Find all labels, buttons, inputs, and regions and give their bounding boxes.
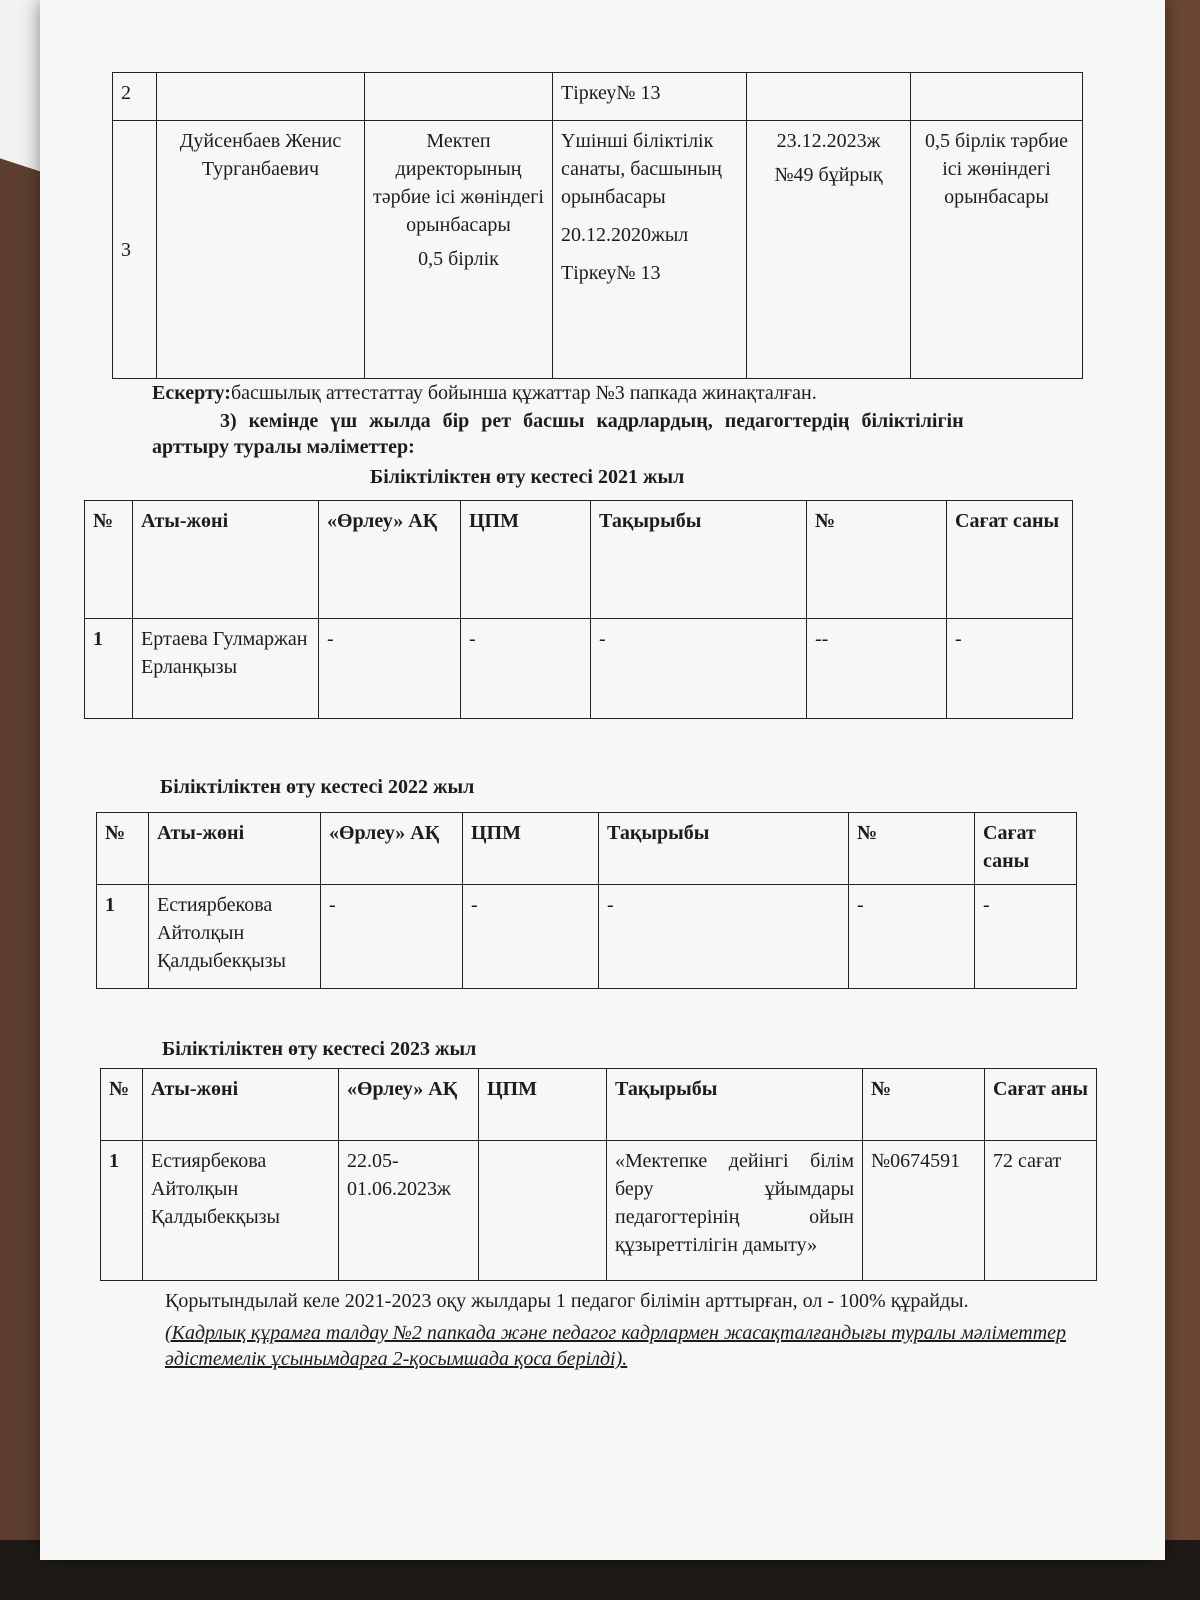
training-table-2022 — [96, 812, 1077, 989]
header-hours: Сағат аны — [985, 1069, 1097, 1141]
header-num: № — [97, 813, 149, 885]
header-orleu: «Өрлеу» АҚ — [321, 813, 463, 885]
orleu-cell: - — [321, 885, 463, 989]
row-number: 2 — [113, 73, 157, 121]
header-row — [101, 1069, 1097, 1141]
document-page — [40, 0, 1165, 1560]
order-number: №49 бұйрық — [774, 164, 883, 186]
footnote: (Кадрлық құрамға талдау №2 папкада және педагог кадрлармен жасақталғандығы туралы мәліметтер әдістемелік ұсынымдарға 2-қосымшада қоса берілді). — [165, 1322, 1067, 1370]
header-row — [97, 813, 1077, 885]
cpm-cell: - — [461, 619, 591, 719]
header-orleu: «Өрлеу» АҚ — [339, 1069, 479, 1141]
order-cell — [747, 121, 911, 379]
cert-cell: №0674591 — [863, 1141, 985, 1281]
header-cpm: ЦПМ — [463, 813, 599, 885]
header-topic: Тақырыбы — [599, 813, 849, 885]
header-topic: Тақырыбы — [607, 1069, 863, 1141]
topic-cell: «Мектепке дейінгі білім беру ұйымдары педагогтерінің ойын құзыреттілігін дамыту» — [607, 1141, 863, 1281]
section-heading-line1: 3) кемінде үш жылда бір рет басшы кадрлардың, педагогтердің біліктілігін — [220, 410, 964, 432]
table-row — [97, 885, 1077, 989]
table-row — [85, 619, 1073, 719]
table-title-2023: Біліктіліктен өту кестесі 2023 жыл — [162, 1038, 477, 1060]
row-number: 1 — [97, 885, 149, 989]
header-name: Аты-жөні — [149, 813, 321, 885]
header-num: № — [85, 501, 133, 619]
registration-cell: Тіркеу№ 13 — [553, 73, 747, 121]
row-number: 1 — [101, 1141, 143, 1281]
header-row — [85, 501, 1073, 619]
position-text: Мектеп директорының тәрбие ісі жөніндегі орынбасары — [373, 130, 544, 236]
cpm-cell: - — [463, 885, 599, 989]
cert-cell: - — [849, 885, 975, 989]
note-label: Ескерту: — [152, 382, 231, 404]
note-line — [152, 380, 817, 406]
section-heading-line2: арттыру туралы мәліметтер: — [152, 436, 415, 458]
name-cell: Естиярбекова Айтолқын Қалдыбекқызы — [149, 885, 321, 989]
topic-cell: - — [591, 619, 807, 719]
category-date: 20.12.2020жыл — [561, 224, 689, 246]
order-date: 23.12.2023ж — [776, 130, 881, 152]
header-hours: Сағат саны — [975, 813, 1077, 885]
header-num: № — [101, 1069, 143, 1141]
row-number: 1 — [85, 619, 133, 719]
hours-cell: - — [975, 885, 1077, 989]
table-row — [101, 1141, 1097, 1281]
header-topic: Тақырыбы — [591, 501, 807, 619]
name-cell: Естиярбекова Айтолқын Қалдыбекқызы — [143, 1141, 339, 1281]
header-hours: Сағат саны — [947, 501, 1073, 619]
row-number: 3 — [113, 121, 157, 379]
empty-cell — [911, 73, 1083, 121]
note-text: басшылық аттестаттау бойынша құжаттар №3 папкада жинақталған. — [230, 382, 817, 404]
training-table-2023 — [100, 1068, 1097, 1281]
cert-cell: -- — [807, 619, 947, 719]
header-cpm: ЦПМ — [479, 1069, 607, 1141]
table-title-2022: Біліктіліктен өту кестесі 2022 жыл — [160, 776, 475, 798]
table-row — [113, 121, 1083, 379]
table-title-2021: Біліктіліктен өту кестесі 2021 жыл — [370, 466, 685, 488]
orleu-cell: - — [319, 619, 461, 719]
header-cpm: ЦПМ — [461, 501, 591, 619]
cpm-cell — [479, 1141, 607, 1281]
note-cell: 0,5 бірлік тәрбие ісі жөніндегі орынбасары — [911, 121, 1083, 379]
empty-cell — [747, 73, 911, 121]
top-table — [112, 72, 1083, 379]
empty-cell — [365, 73, 553, 121]
header-name: Аты-жөні — [143, 1069, 339, 1141]
header-cert: № — [863, 1069, 985, 1141]
rate-text: 0,5 бірлік — [418, 248, 499, 270]
name-cell: Ертаева Гулмаржан Ерланқызы — [133, 619, 319, 719]
table-row — [113, 73, 1083, 121]
header-cert: № — [849, 813, 975, 885]
hours-cell: 72 сағат — [985, 1141, 1097, 1281]
training-table-2021 — [84, 500, 1073, 719]
name-cell: Дуйсенбаев Женис Турганбаевич — [157, 121, 365, 379]
header-orleu: «Өрлеу» АҚ — [319, 501, 461, 619]
category-cell — [553, 121, 747, 379]
header-cert: № — [807, 501, 947, 619]
registration-text: Тіркеу№ 13 — [561, 262, 661, 284]
orleu-cell: 22.05-01.06.2023ж — [339, 1141, 479, 1281]
summary-line: Қорытындылай келе 2021-2023 оқу жылдары 1 педагог білімін арттырған, ол - 100% құрайды. — [165, 1290, 969, 1312]
empty-cell — [157, 73, 365, 121]
hours-cell: - — [947, 619, 1073, 719]
position-cell — [365, 121, 553, 379]
header-name: Аты-жөні — [133, 501, 319, 619]
topic-cell: - — [599, 885, 849, 989]
category-text: Үшінші біліктілік санаты, басшының орынбасары — [561, 130, 722, 208]
